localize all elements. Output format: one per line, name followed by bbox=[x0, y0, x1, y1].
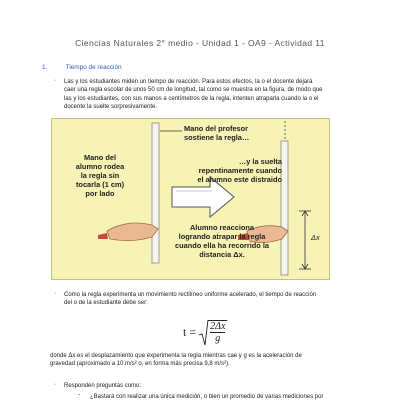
text-line: gravedad (aproximado a 10 m/s² o, en forma más precisa 9,8 m/s²). bbox=[50, 361, 230, 368]
label-line: cuando ella ha recorrido la bbox=[174, 241, 270, 250]
text-line: Como la regla experimenta un movimiento rectilíneo uniforme acelerado, el tiempo de reacción bbox=[64, 292, 317, 298]
bullet-marker: · bbox=[54, 77, 57, 84]
section-heading bbox=[42, 64, 122, 71]
formula-sqrt bbox=[199, 320, 227, 345]
ruler-left bbox=[152, 123, 159, 263]
label-line: por lado bbox=[85, 189, 115, 198]
formula-denominator: g bbox=[215, 333, 221, 344]
ruler-right bbox=[281, 141, 288, 275]
label-student-hand bbox=[60, 153, 140, 198]
label-line: Mano del bbox=[83, 153, 117, 162]
text-line: Las y los estudiantes miden un tiempo de reacción. Para estos efectos, la o el docente dejará bbox=[64, 79, 313, 85]
sub-bullet-marker: - bbox=[78, 392, 81, 399]
paragraph-questions-intro: Responden preguntas como: bbox=[64, 383, 142, 389]
label-line: sostiene la regla… bbox=[184, 133, 250, 142]
paragraph-intro bbox=[64, 78, 364, 112]
text-line: docente la suelte sorpresivamente. bbox=[64, 104, 158, 111]
ruler-experiment-figure bbox=[51, 118, 330, 280]
label-drop bbox=[182, 157, 282, 184]
question-1: ¿Bastará con realizar una única medición, o bien un promedio de varias mediciones por bbox=[90, 394, 324, 400]
paragraph-reaction bbox=[64, 291, 364, 308]
student-hand-left bbox=[107, 223, 158, 241]
label-line: distancia Δx. bbox=[199, 250, 245, 259]
label-line: Alumno reacciona bbox=[189, 223, 255, 232]
reaction-time-formula bbox=[183, 320, 227, 345]
formula-fraction bbox=[208, 320, 227, 344]
formula-numerator: 2Δx bbox=[210, 321, 226, 332]
label-line: repentinamente cuando bbox=[198, 166, 282, 175]
label-catch bbox=[166, 223, 278, 259]
sqrt-symbol bbox=[199, 320, 209, 346]
text-line: caer una regla escolar de unos 50 cm de longitud, tal como se muestra en la figura, de modo que bbox=[64, 87, 323, 94]
label-teacher-hand bbox=[184, 124, 249, 142]
label-line: alumno rodea bbox=[75, 162, 125, 171]
label-line: tocarla (1 cm) bbox=[75, 180, 125, 189]
sleeve-left bbox=[98, 233, 108, 239]
label-line: …y la suelta bbox=[238, 157, 282, 166]
formula-lhs: t = bbox=[183, 325, 197, 339]
document-header: Ciencias Naturales 2° medio - Unidad 1 - OA9 - Actividad 11 bbox=[75, 38, 325, 48]
paragraph-definitions bbox=[50, 352, 366, 369]
label-line: logrando atrapar la regla bbox=[178, 232, 266, 241]
bullet-marker: · bbox=[54, 381, 57, 388]
text-line: del o de la estudiante debe ser: bbox=[64, 300, 148, 307]
section-title: Tiempo de reacción bbox=[65, 64, 122, 71]
text-line: las y los estudiantes, con sus manos a centímetros de la regla, intenten atraparla cuando la o el bbox=[64, 95, 319, 102]
label-line: el alumno este distraido bbox=[197, 175, 282, 184]
section-number: 1. bbox=[42, 64, 48, 71]
label-line: la regla sin bbox=[80, 171, 120, 180]
label-line: Mano del profesor bbox=[184, 124, 249, 133]
text-line: donde Δx es el desplazamiento que experimenta la regla mientras cae y g es la aceleración de bbox=[50, 353, 302, 359]
bullet-marker: · bbox=[54, 290, 57, 297]
delta-x-label: Δx bbox=[311, 233, 320, 242]
